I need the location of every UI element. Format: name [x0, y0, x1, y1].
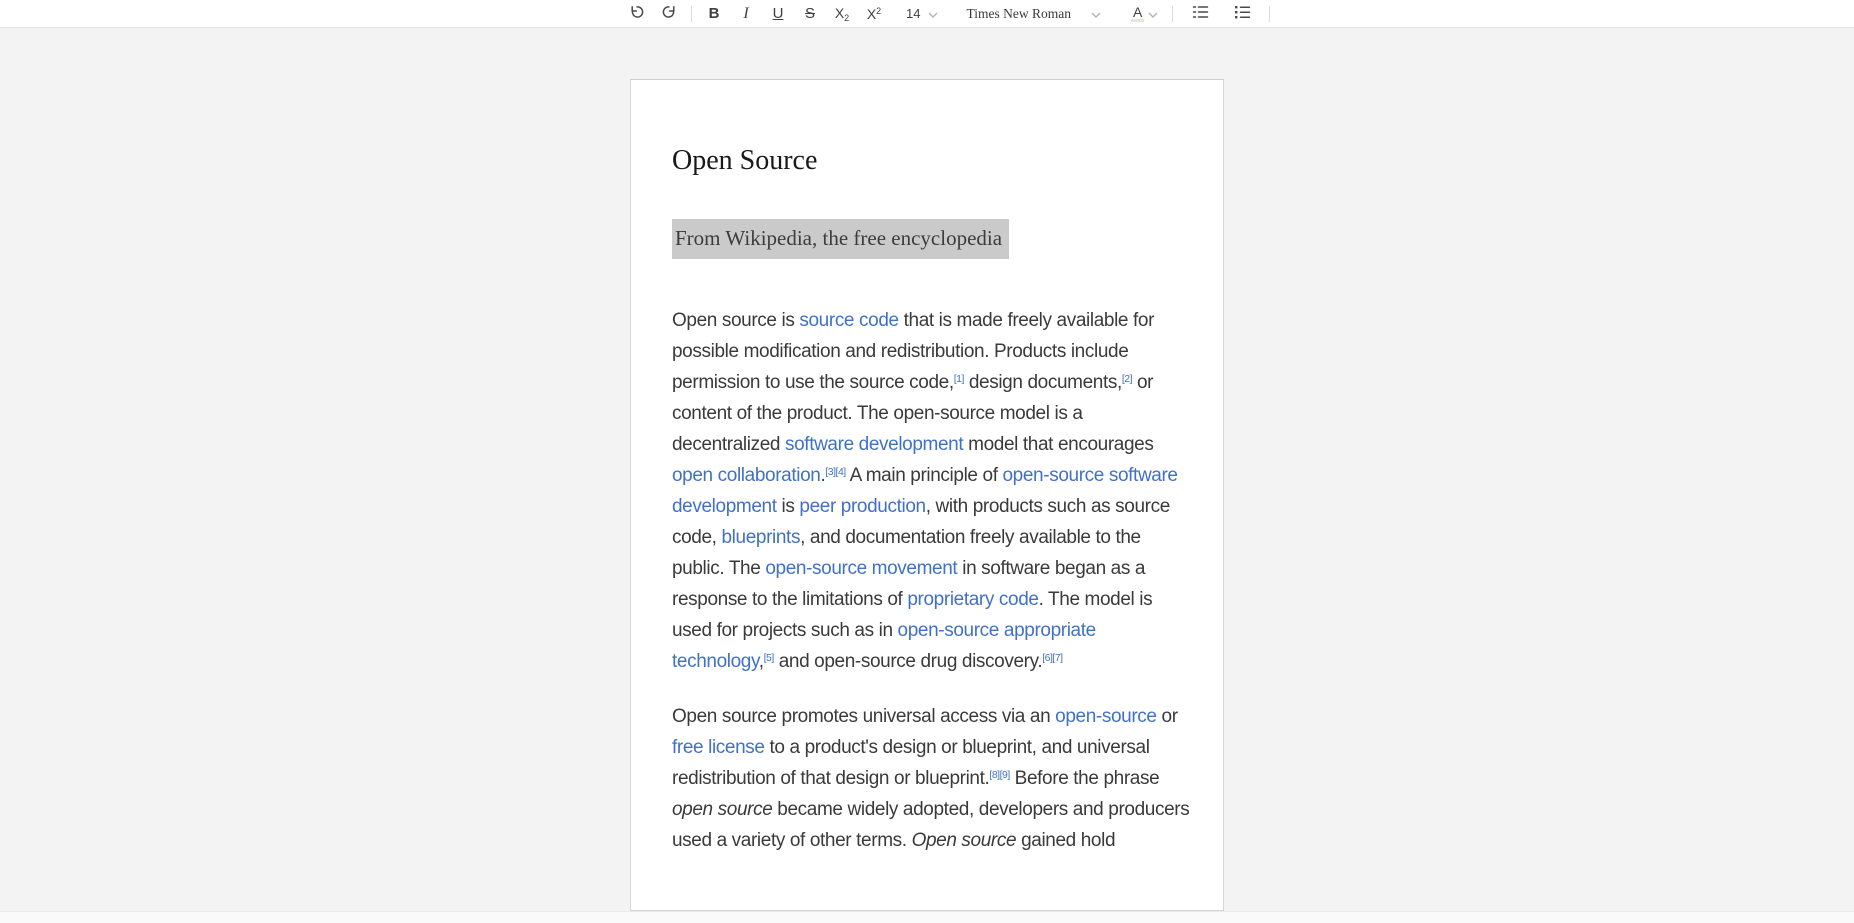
chevron-down-icon: [928, 5, 938, 23]
doc-link[interactable]: peer production: [799, 496, 926, 517]
bullet-list-icon: [1234, 5, 1251, 23]
bold-label: B: [708, 5, 720, 22]
body-text: and open-source drug discovery.: [773, 651, 1043, 672]
body-text: gained hold: [1016, 830, 1116, 851]
underline-button[interactable]: [762, 1, 794, 27]
font-color-select[interactable]: [1119, 5, 1166, 23]
doc-link[interactable]: free license: [672, 737, 765, 758]
reference-marker[interactable]: [3][4]: [825, 466, 846, 478]
toolbar-separator: [1269, 6, 1270, 22]
body-text: or: [1156, 706, 1178, 727]
doc-link[interactable]: blueprints: [721, 527, 801, 548]
body-text: design documents,: [963, 372, 1122, 393]
reference-marker[interactable]: [8][9]: [989, 769, 1010, 781]
paragraph: [672, 701, 1190, 856]
toolbar-separator: [691, 6, 692, 22]
superscript-label: $X^2$: [866, 5, 882, 22]
bullet-list-button[interactable]: [1226, 1, 1258, 27]
reference-marker[interactable]: [6][7]: [1042, 652, 1063, 664]
body-text: Open source promotes universal access via an: [672, 706, 1056, 727]
font-family-select[interactable]: [956, 5, 1109, 23]
chevron-down-icon: [1091, 5, 1101, 23]
doc-link[interactable]: software development: [784, 434, 964, 455]
font-color-label: A: [1132, 4, 1143, 20]
font-size-select[interactable]: [900, 5, 946, 23]
superscript-button[interactable]: [858, 1, 890, 27]
paragraph: [672, 305, 1190, 677]
body-text: , and documentation freely available to the public. The: [672, 527, 1141, 579]
body-text: became widely adopted, developers and producers used a variety of other terms.: [672, 799, 1190, 851]
strikethrough-button[interactable]: [794, 1, 826, 27]
doc-link[interactable]: open-source movement: [765, 558, 958, 579]
body-text: that is made freely available for possible modification and redistribution. Products include permission to use the source code,: [672, 310, 1155, 393]
body-text: Before the phrase: [1009, 768, 1160, 789]
redo-icon: [661, 4, 677, 24]
body-text: , with products such as source code,: [672, 496, 1170, 548]
doc-link[interactable]: open-source: [1055, 706, 1157, 727]
body-text: ,: [758, 651, 764, 672]
body-text: Open source is: [672, 310, 800, 331]
italic-button[interactable]: [730, 1, 762, 27]
undo-icon: [629, 4, 645, 24]
underline-label: U: [772, 5, 784, 22]
numbered-list-icon: [1192, 5, 1209, 23]
doc-link[interactable]: open collaboration: [672, 465, 821, 486]
doc-link[interactable]: proprietary code: [907, 589, 1039, 610]
body-text: .: [820, 465, 826, 486]
font-family-value: Times New Roman: [966, 5, 1071, 21]
body-text: . The model is used for projects such as in: [672, 589, 1153, 641]
body-text: is: [776, 496, 800, 517]
body-text: or content of the product. The open-source model is a decentralized: [672, 372, 1154, 455]
reference-marker[interactable]: [1]: [953, 373, 964, 385]
doc-link[interactable]: open-source appropriate technology: [672, 620, 1096, 672]
redo-button[interactable]: [653, 1, 685, 27]
body-text: in software began as a response to the limitations of: [672, 558, 1146, 610]
undo-button[interactable]: [621, 1, 653, 27]
doc-link[interactable]: open-source software development: [672, 465, 1178, 517]
bold-button[interactable]: [698, 1, 730, 27]
toolbar-separator: [1172, 6, 1173, 22]
subscript-button[interactable]: [826, 1, 858, 27]
reference-marker[interactable]: [2]: [1121, 373, 1133, 385]
chevron-down-icon: [1148, 5, 1158, 23]
italic-label: I: [743, 4, 749, 22]
body-text: model that encourages: [963, 434, 1154, 455]
doc-link[interactable]: source code: [799, 310, 899, 331]
page-gap-strip: [0, 911, 1854, 923]
numbered-list-button[interactable]: [1184, 1, 1216, 27]
reference-marker[interactable]: [5]: [763, 652, 774, 664]
subscript-label: $X_2$: [834, 4, 850, 23]
document-page[interactable]: [630, 79, 1224, 911]
document-paragraphs: [672, 305, 1190, 856]
font-size-value: 14: [906, 6, 921, 21]
emphasized-text: Open source: [911, 830, 1017, 851]
body-text: A main principle of: [845, 465, 1003, 486]
strikethrough-label: S: [804, 5, 815, 22]
document-title: Open Source: [672, 145, 818, 176]
formatting-toolbar: [0, 0, 1854, 28]
body-text: to a product's design or blueprint, and universal redistribution of that design or blueprint.: [672, 737, 1150, 789]
emphasized-text: open source: [672, 799, 773, 820]
document-subtitle-highlighted: From Wikipedia, the free encyclopedia: [672, 219, 1009, 259]
